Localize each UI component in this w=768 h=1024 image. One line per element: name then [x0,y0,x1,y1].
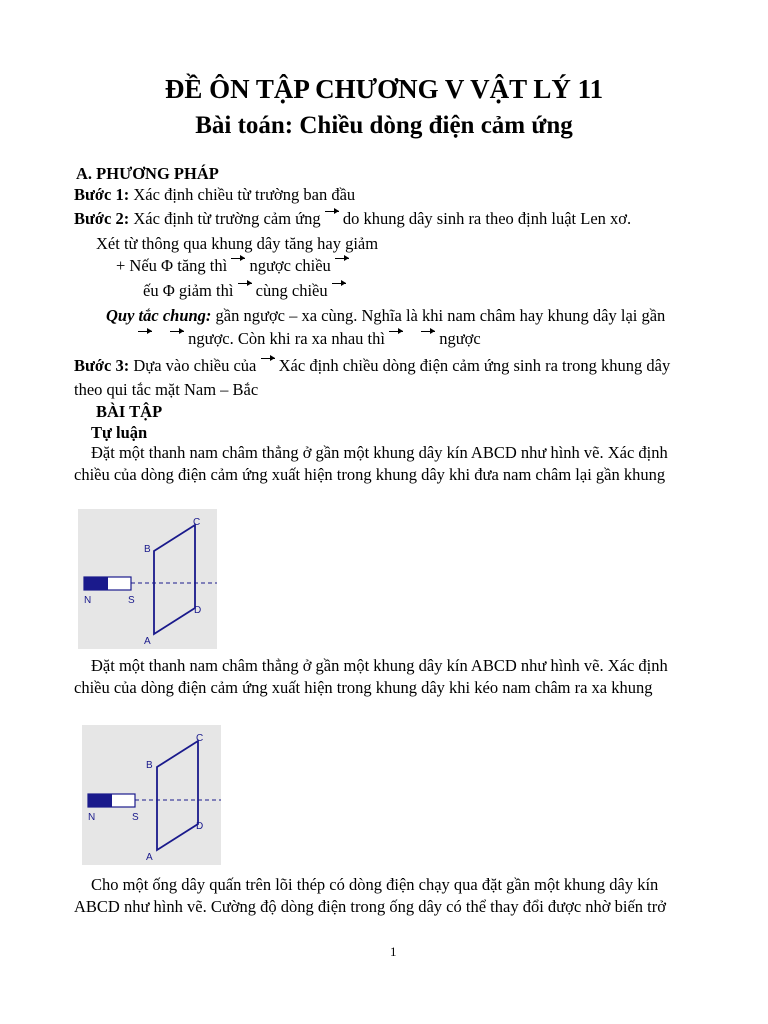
problem-3-line-1: Cho một ống dây quấn trên lõi thép có dòng điện chạy qua đặt gần một khung dây kín [91,875,659,894]
flux-check-line: Xét từ thông qua khung dây tăng hay giảm [96,234,379,253]
label-s: S [132,812,139,823]
vector-arrow-icon [332,281,346,291]
vector-arrow-icon [325,209,339,219]
section-heading-essay: Tự luận [91,423,148,442]
step-3 [74,356,670,376]
vector-arrow-icon [238,281,252,291]
general-rule-text: gần ngược – xa cùng. Nghĩa là khi nam châm hay khung dây lại gần [211,306,666,325]
rule-decrease [143,281,346,301]
rule-decrease-text-a: ếu Φ giảm thì [143,281,238,300]
step-2 [74,209,631,229]
rule-increase-text-a: + Nếu Φ tăng thì [116,256,232,275]
step-1-text: Xác định chiều từ trường ban đầu [129,185,356,204]
figure-1-diagram [78,509,217,649]
label-d: D [194,605,202,616]
vector-arrow-icon [335,256,349,266]
label-c: C [196,733,204,744]
figure-magnet-frame-2 [82,725,221,865]
label-s: S [128,595,135,606]
magnet-north-pole [88,794,112,807]
step-2-text-b: do khung dây sinh ra theo định luật Len xơ. [338,209,632,228]
vector-arrow-icon [421,329,435,339]
vector-arrow-icon [231,256,245,266]
page-title: ĐỀ ÔN TẬP CHƯƠNG V VẬT LÝ 11 [164,74,604,104]
step-3-label: Bước 3: [74,356,130,375]
rule-increase [116,256,349,276]
closed-frame-abcd [157,741,198,850]
problem-2-line-1: Đặt một thanh nam châm thẳng ở gần một khung dây kín ABCD như hình vẽ. Xác định [91,656,668,675]
label-a: A [146,852,153,863]
step-2-label: Bước 2: [74,209,130,228]
step-1 [74,185,355,205]
general-rule [106,306,665,326]
page-subtitle: Bài toán: Chiều dòng điện cảm ứng [195,112,573,139]
general-rule-cont [138,329,481,349]
section-heading-method: A. PHƯƠNG PHÁP [76,164,219,183]
figure-magnet-frame-1 [78,509,217,649]
vector-arrow-icon [138,329,152,339]
step-2-text-a: Xác định từ trường cảm ứng [129,209,325,228]
label-a: A [144,636,151,647]
vector-arrow-icon [389,329,403,339]
problem-1-line-2: chiều của dòng điện cảm ứng xuất hiện trong khung dây khi đưa nam châm lại gần khung [74,465,666,484]
closed-frame-abcd [154,525,195,634]
label-b: B [146,760,153,771]
magnet-north-pole [84,577,108,590]
section-heading-exercises: BÀI TẬP [96,402,163,421]
figure-2-diagram [82,725,221,865]
step-3-text-a: Dựa vào chiều của [129,356,261,375]
label-n: N [84,595,92,606]
problem-1-line-1: Đặt một thanh nam châm thẳng ở gần một khung dây kín ABCD như hình vẽ. Xác định [91,443,668,462]
step-1-label: Bước 1: [74,185,130,204]
rule-increase-text-b: ngược chiều [245,256,335,275]
label-c: C [193,517,201,528]
page-number: 1 [390,944,397,959]
problem-3-line-2: ABCD như hình vẽ. Cường độ dòng điện trong ống dây có thể thay đổi được nhờ biến trở [74,897,666,916]
rule-decrease-text-b: cùng chiều [251,281,332,300]
label-b: B [144,544,151,555]
label-d: D [196,821,204,832]
general-rule-label: Quy tắc chung: [106,306,212,325]
step-3-text-b: Xác định chiều dòng điện cảm ứng sinh ra trong khung dây [274,356,671,375]
vector-arrow-icon [170,329,184,339]
general-rule-line2-b: ngược [435,329,481,348]
problem-2-line-2: chiều của dòng điện cảm ứng xuất hiện trong khung dây khi kéo nam châm ra xa khung [74,678,653,697]
general-rule-line2-a: ngược. Còn khi ra xa nhau thì [184,329,390,348]
label-n: N [88,812,96,823]
vector-arrow-icon [261,356,275,366]
step-3-continued: theo qui tắc mặt Nam – Bắc [74,380,259,399]
